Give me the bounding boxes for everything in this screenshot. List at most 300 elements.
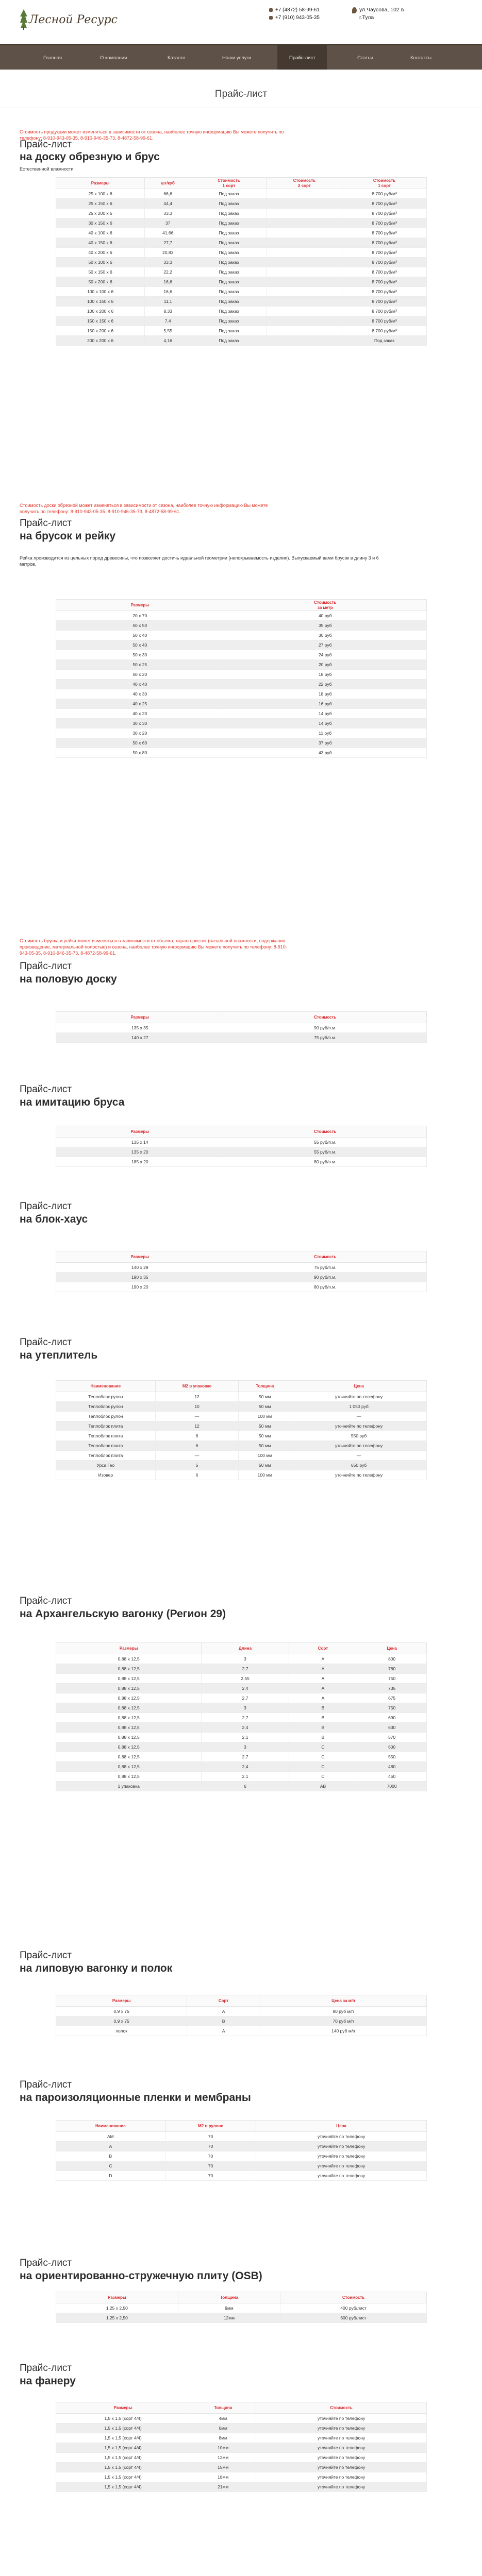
membranes-price-table <box>56 2120 427 2181</box>
table-cell: A <box>289 1664 357 1674</box>
table-cell: 8 700 руб/м³ <box>342 297 427 307</box>
table-cell: 550 руб <box>291 1431 427 1441</box>
table-cell: 70 руб м/п <box>260 2016 426 2026</box>
table-cell: 6 <box>202 1782 289 1791</box>
column-header: Размеры <box>56 1126 224 1138</box>
table-cell: 50 х 50 <box>56 621 224 631</box>
table-cell: A <box>289 1693 357 1703</box>
column-header: Стоимость <box>224 1126 426 1138</box>
linden-price-table <box>56 1995 427 2036</box>
table-cell: 8 700 руб/м³ <box>342 189 427 199</box>
arkhangelsk-price-table <box>56 1642 427 1791</box>
table-row <box>56 2142 427 2151</box>
table-cell: 25 х 200 х 6 <box>56 209 145 218</box>
column-header: Размеры <box>56 1995 187 2007</box>
insulation-title-big: на утеплитель <box>20 1349 98 1361</box>
table-cell: B <box>289 1723 357 1733</box>
nav-item-catalog[interactable]: Каталог <box>168 55 186 61</box>
table-cell: Под заказ <box>191 307 267 316</box>
table-cell: 8,33 <box>145 307 191 316</box>
plywood-price-table <box>56 2402 427 2492</box>
table-cell <box>267 228 342 238</box>
table-cell: 1,5 х 1,5 (сорт 4/4) <box>56 2424 190 2433</box>
table-header-row <box>56 2292 427 2303</box>
table-cell: 30 х 30 <box>56 719 224 728</box>
table-cell: 40 х 100 х 6 <box>56 228 145 238</box>
table-header-row <box>56 1643 427 1654</box>
table-cell: 8 700 руб/м³ <box>342 209 427 218</box>
column-header: шт/куб <box>145 178 191 189</box>
insulation-title-small: Прайс-лист <box>20 1337 72 1348</box>
address-line-2: г.Тула <box>359 14 374 21</box>
table-cell: 1,5 х 1,5 (сорт 4/4) <box>56 2433 190 2443</box>
phones <box>269 6 320 22</box>
table-cell: 50 х 20 <box>56 670 224 680</box>
table-cell: 750 <box>357 1674 427 1684</box>
table-cell: 50 мм <box>239 1431 291 1441</box>
table-row <box>56 1033 427 1043</box>
table-cell: 35 руб <box>224 621 426 631</box>
table-cell: 1,5 х 1,5 (сорт 4/4) <box>56 2482 190 2492</box>
table-cell: Под заказ <box>191 248 267 258</box>
table-cell: Под заказ <box>191 316 267 326</box>
table-cell: 80 руб м/п <box>260 2007 426 2016</box>
table-cell: 4,16 <box>145 336 191 346</box>
table-cell: 570 <box>357 1733 427 1742</box>
table-cell: Теплоблок рулон <box>56 1392 156 1402</box>
table-cell <box>267 209 342 218</box>
table-cell: 1,25 х 2,50 <box>56 2313 178 2323</box>
table-cell: 18мм <box>190 2472 256 2482</box>
table-cell: 6 <box>155 1441 239 1451</box>
table-cell: уточняйте по телефону <box>291 1392 427 1402</box>
blockhouse-price-table <box>56 1251 427 1292</box>
table-cell: 75 руб/п.м. <box>224 1033 426 1043</box>
insulation-price-table <box>56 1380 427 1480</box>
table-row <box>56 1441 427 1451</box>
table-cell: 37 руб <box>224 738 426 748</box>
table-cell: 40 х 20 <box>56 709 224 719</box>
column-header: Стоимость <box>256 2402 427 2414</box>
table-cell: C <box>56 2161 165 2171</box>
table-cell: 6 <box>155 1470 239 1480</box>
table-cell: Под заказ <box>191 238 267 248</box>
table-cell: 690 <box>357 1713 427 1723</box>
table-row <box>56 1431 427 1441</box>
table-cell: уточняйте по телефону <box>256 2161 427 2171</box>
half-board-note: Стоимость бруска и рейки может изменяться в зависимости от объема, характеристик (начальной влажности, содержания произведение, материальной полостью) и сезона, наиболее точную информацию Вы можете получить по телефону: 8-910-943-05-35, 8-910-946-35-73, 8-4872-58-99-61. <box>20 938 287 956</box>
table-cell: A <box>187 2026 260 2036</box>
half-board-title-small: Прайс-лист <box>20 961 72 972</box>
nav-item-contacts[interactable]: Контакты <box>410 55 432 61</box>
table-row <box>56 621 427 631</box>
table-cell <box>267 277 342 287</box>
osb-title-small: Прайс-лист <box>20 2258 72 2268</box>
table-cell: 21мм <box>190 2482 256 2492</box>
table-cell: 190 х 20 <box>56 1282 224 1292</box>
table-row <box>56 248 427 258</box>
column-header: Наименование <box>56 2121 165 2132</box>
table-cell <box>267 238 342 248</box>
table-cell: — <box>155 1451 239 1461</box>
table-cell: уточняйте по телефону <box>256 2433 427 2443</box>
table-cell <box>267 248 342 258</box>
table-cell: 44,4 <box>145 199 191 209</box>
table-cell: 1,5 х 1,5 (сорт 4/4) <box>56 2414 190 2424</box>
table-cell <box>267 189 342 199</box>
table-row <box>56 1742 427 1752</box>
logo-text: Лесной Ресурс <box>29 13 118 26</box>
table-row <box>56 699 427 709</box>
table-cell: 50 х 30 <box>56 650 224 660</box>
board-title-big: на доску обрезную и брус <box>20 151 160 163</box>
table-cell: 0,88 х 12,5 <box>56 1742 202 1752</box>
table-cell: 80 руб/п.м. <box>224 1282 426 1292</box>
table-cell: 150 х 200 х 6 <box>56 326 145 336</box>
table-cell: 8 700 руб/м³ <box>342 267 427 277</box>
column-header: Стоимость <box>224 1251 426 1263</box>
table-cell: 25 х 150 х 6 <box>56 199 145 209</box>
column-header: Размеры <box>56 600 224 611</box>
table-cell: 1,5 х 1,5 (сорт 4/4) <box>56 2472 190 2482</box>
table-cell: 0,9 х 75 <box>56 2007 187 2016</box>
table-cell: 33,3 <box>145 258 191 267</box>
table-row <box>56 1664 427 1674</box>
table-cell: 50 х 40 <box>56 631 224 640</box>
column-header: Стоимость 1 сорт <box>342 178 427 189</box>
table-row <box>56 2472 427 2482</box>
column-header: Сорт <box>289 1643 357 1654</box>
table-cell: уточняйте по телефону <box>291 1441 427 1451</box>
table-cell: B <box>289 1703 357 1713</box>
table-row <box>56 1402 427 1412</box>
column-header: Сорт <box>187 1995 260 2007</box>
nav-item-articles[interactable]: Статьи <box>357 55 373 61</box>
table-cell: B <box>289 1713 357 1723</box>
table-cell: 50 х 25 <box>56 660 224 670</box>
table-cell: 8 700 руб/м³ <box>342 277 427 287</box>
table-header-row <box>56 2121 427 2132</box>
arkhangelsk-title-big: на Архангельскую вагонку (Регион 29) <box>20 1608 226 1620</box>
table-header-row <box>56 1381 427 1392</box>
table-row <box>56 728 427 738</box>
table-row <box>56 2482 427 2492</box>
column-header: Цена <box>291 1381 427 1392</box>
column-header: Размеры <box>56 178 145 189</box>
table-cell: 18 руб <box>224 689 426 699</box>
table-cell: Теплоблок рулон <box>56 1402 156 1412</box>
table-cell: уточняйте по телефону <box>256 2424 427 2433</box>
table-cell: 400 руб/лист <box>280 2303 427 2313</box>
linden-title-small: Прайс-лист <box>20 1950 72 1961</box>
table-cell: Под заказ <box>191 277 267 287</box>
phone-2[interactable]: +7 (910) 943-05-35 <box>269 14 320 22</box>
table-row <box>56 1157 427 1167</box>
table-cell: 12мм <box>190 2453 256 2463</box>
table-cell: 50 мм <box>239 1421 291 1431</box>
table-header-row <box>56 600 427 611</box>
table-cell: 8 700 руб/м³ <box>342 248 427 258</box>
table-cell: — <box>155 1412 239 1421</box>
table-row <box>56 1461 427 1470</box>
table-cell: 24 руб <box>224 650 426 660</box>
table-cell: 12 <box>155 1421 239 1431</box>
table-cell: Под заказ <box>191 218 267 228</box>
table-cell: 50 мм <box>239 1392 291 1402</box>
table-row <box>56 2433 427 2443</box>
nav-item-about[interactable]: О компании <box>100 55 127 61</box>
table-row <box>56 1674 427 1684</box>
table-cell: 70 <box>165 2132 256 2142</box>
table-cell: 15мм <box>190 2463 256 2472</box>
table-cell: 100 х 100 х 6 <box>56 287 145 297</box>
table-cell: 1 050 руб <box>291 1402 427 1412</box>
table-cell: уточняйте по телефону <box>256 2132 427 2142</box>
table-cell: AM <box>56 2132 165 2142</box>
table-row <box>56 1772 427 1782</box>
column-header: М2 в рулоне <box>165 2121 256 2132</box>
beam-title-big: на брусок и рейку <box>20 530 116 542</box>
table-cell: 55 руб/п.м. <box>224 1138 426 1147</box>
table-cell: 100 х 150 х 6 <box>56 297 145 307</box>
table-cell: Под заказ <box>342 336 427 346</box>
table-cell: Урса Гео <box>56 1461 156 1470</box>
table-row <box>56 1421 427 1431</box>
column-header: Размеры <box>56 2402 190 2414</box>
table-cell <box>267 287 342 297</box>
table-cell: 20,83 <box>145 248 191 258</box>
table-cell: 22 руб <box>224 680 426 689</box>
table-cell: 70 <box>165 2142 256 2151</box>
table-cell: 27 руб <box>224 640 426 650</box>
imitation-title-big: на имитацию бруса <box>20 1096 125 1108</box>
nav-item-price[interactable]: Прайс-лист <box>289 55 315 61</box>
table-cell: 8 700 руб/м³ <box>342 258 427 267</box>
table-row <box>56 1392 427 1402</box>
nav-item-home[interactable]: Главная <box>43 55 62 61</box>
table-row <box>56 2016 427 2026</box>
table-cell: Теплоблок плита <box>56 1431 156 1441</box>
phone-1[interactable]: +7 (4872) 58-99-61 <box>269 6 320 14</box>
column-header: Стоимость 2 сорт <box>267 178 342 189</box>
table-cell: 1,25 х 2,50 <box>56 2303 178 2313</box>
table-cell: 16,6 <box>145 277 191 287</box>
column-header: Размеры <box>56 1251 224 1263</box>
table-cell: 8мм <box>190 2433 256 2443</box>
table-cell <box>267 326 342 336</box>
table-cell: 50 мм <box>239 1402 291 1412</box>
table-cell: 40 руб <box>224 611 426 621</box>
table-cell: 140 руб м/п <box>260 2026 426 2036</box>
table-cell: 140 х 27 <box>56 1033 224 1043</box>
table-cell: 750 <box>357 1703 427 1713</box>
table-cell <box>267 258 342 267</box>
table-cell: 5,55 <box>145 326 191 336</box>
table-cell: 16,6 <box>145 287 191 297</box>
imitation-title-small: Прайс-лист <box>20 1084 72 1095</box>
table-cell: 2,7 <box>202 1752 289 1762</box>
table-row <box>56 209 427 218</box>
nav-item-services[interactable]: Наши услуги <box>222 55 252 61</box>
table-cell: уточняйте по телефону <box>291 1421 427 1431</box>
table-cell: 0,88 х 12,5 <box>56 1674 202 1684</box>
table-cell: 3 <box>202 1742 289 1752</box>
table-cell: 66,6 <box>145 189 191 199</box>
table-cell: 30 х 150 х 6 <box>56 218 145 228</box>
table-cell: 735 <box>357 1684 427 1693</box>
table-row <box>56 2007 427 2016</box>
table-cell: B <box>187 2016 260 2026</box>
table-cell: 50 х 100 х 6 <box>56 258 145 267</box>
table-cell: 5 <box>155 1461 239 1470</box>
address <box>352 6 404 22</box>
board-note: Стоимость продукции может изменяться в зависимости от сезона, наиболее точную информацию Вы можете получить по телефону: 8-910-943-05-35, 8-910-946-35-73, 8-4872-58-99-61. <box>20 129 284 141</box>
table-cell: 100 мм <box>239 1470 291 1480</box>
table-cell: 50 мм <box>239 1441 291 1451</box>
table-row <box>56 2151 427 2161</box>
table-row <box>56 267 427 277</box>
table-cell: уточняйте по телефону <box>256 2142 427 2151</box>
table-cell: B <box>56 2151 165 2161</box>
table-cell: 40 х 200 х 6 <box>56 248 145 258</box>
column-header: Стоимость <box>224 1012 426 1023</box>
logo[interactable] <box>20 9 118 31</box>
table-cell: 8 700 руб/м³ <box>342 228 427 238</box>
table-cell: 50 х 40 <box>56 640 224 650</box>
table-row <box>56 2303 427 2313</box>
table-cell: 150 х 150 х 6 <box>56 316 145 326</box>
osb-price-table <box>56 2292 427 2323</box>
table-row <box>56 689 427 699</box>
table-row <box>56 1282 427 1292</box>
table-cell: 55 руб/п.м. <box>224 1147 426 1157</box>
table-cell: 16 руб <box>224 699 426 709</box>
table-row <box>56 660 427 670</box>
table-cell: 185 х 20 <box>56 1157 224 1167</box>
beam-price-table <box>56 599 427 758</box>
table-cell: 20 руб <box>224 660 426 670</box>
arkhangelsk-title-small: Прайс-лист <box>20 1596 72 1606</box>
table-cell: A <box>187 2007 260 2016</box>
table-row <box>56 2171 427 2181</box>
table-cell: 22,2 <box>145 267 191 277</box>
table-row <box>56 2313 427 2323</box>
column-header: Размеры <box>56 1643 202 1654</box>
table-cell: уточняйте по телефону <box>256 2482 427 2492</box>
table-row <box>56 1470 427 1480</box>
table-cell: уточняйте по телефону <box>256 2443 427 2453</box>
table-cell: — <box>291 1412 427 1421</box>
half-board-title-big: на половую доску <box>20 973 117 985</box>
table-cell: 14 руб <box>224 719 426 728</box>
table-cell: 7000 <box>357 1782 427 1791</box>
table-cell: Изовер <box>56 1470 156 1480</box>
table-row <box>56 277 427 287</box>
table-cell: C <box>289 1752 357 1762</box>
table-cell: 100 мм <box>239 1412 291 1421</box>
table-cell: Теплоблок плита <box>56 1451 156 1461</box>
table-cell <box>267 218 342 228</box>
table-cell: 0,88 х 12,5 <box>56 1664 202 1674</box>
table-row <box>56 2463 427 2472</box>
table-row <box>56 2424 427 2433</box>
column-header: Толщина <box>239 1381 291 1392</box>
table-header-row <box>56 1995 427 2007</box>
table-cell: Под заказ <box>191 189 267 199</box>
table-cell: 11,1 <box>145 297 191 307</box>
table-cell: 135 х 14 <box>56 1138 224 1147</box>
table-row <box>56 1762 427 1772</box>
table-cell: 12мм <box>178 2313 280 2323</box>
table-cell: 190 х 35 <box>56 1273 224 1282</box>
table-cell: C <box>289 1762 357 1772</box>
table-cell: 12 <box>155 1392 239 1402</box>
table-row <box>56 326 427 336</box>
table-row <box>56 1147 427 1157</box>
table-cell: 0,88 х 12,5 <box>56 1772 202 1782</box>
table-cell <box>267 297 342 307</box>
table-row <box>56 1138 427 1147</box>
table-row <box>56 228 427 238</box>
board-price-table <box>56 177 427 346</box>
table-cell: уточняйте по телефону <box>256 2453 427 2463</box>
table-row <box>56 316 427 326</box>
table-cell: 33,3 <box>145 209 191 218</box>
column-header: Цена за м/п <box>260 1995 426 2007</box>
beam-note: Стоимость доски обрезной может изменяться в зависимости от сезона, наиболее точную информацию Вы можете получить по телефону: 8-910-943-05-35, 8-910-946-35-73, 8-4872-58-99-61. <box>20 503 268 514</box>
table-cell: 6мм <box>190 2424 256 2433</box>
table-cell: 0,88 х 12,5 <box>56 1684 202 1693</box>
table-cell: 800 <box>357 1654 427 1664</box>
header <box>0 0 482 44</box>
table-cell: 41,66 <box>145 228 191 238</box>
column-header: Размеры <box>56 2292 178 2303</box>
column-header: Стоимость 1 сорт <box>191 178 267 189</box>
column-header: Толщина <box>178 2292 280 2303</box>
table-cell: уточняйте по телефону <box>256 2151 427 2161</box>
table-cell: 70 <box>165 2151 256 2161</box>
table-row <box>56 670 427 680</box>
table-cell: 0,88 х 12,5 <box>56 1654 202 1664</box>
table-cell: 0,88 х 12,5 <box>56 1762 202 1772</box>
table-cell: 20 х 70 <box>56 611 224 621</box>
table-cell: 90 руб/п.м. <box>224 1273 426 1282</box>
table-row <box>56 1703 427 1713</box>
table-cell: Под заказ <box>191 267 267 277</box>
table-cell: 8 700 руб/м³ <box>342 218 427 228</box>
table-cell: 80 руб/п.м. <box>224 1157 426 1167</box>
table-cell: полок <box>56 2026 187 2036</box>
table-header-row <box>56 1251 427 1263</box>
table-cell: 3 <box>202 1654 289 1664</box>
table-cell: 140 х 29 <box>56 1263 224 1273</box>
main-nav <box>0 44 482 70</box>
table-cell: 135 х 35 <box>56 1023 224 1033</box>
table-cell: Под заказ <box>191 228 267 238</box>
table-row <box>56 1263 427 1273</box>
table-cell: 550 <box>357 1752 427 1762</box>
table-cell: 600 <box>357 1742 427 1752</box>
board-title-small: Прайс-лист <box>20 139 72 150</box>
table-cell: 0,88 х 12,5 <box>56 1703 202 1713</box>
table-cell: 1,5 х 1,5 (сорт 4/4) <box>56 2453 190 2463</box>
table-cell: Под заказ <box>191 297 267 307</box>
table-cell: 2,7 <box>202 1713 289 1723</box>
table-cell: 18 руб <box>224 670 426 680</box>
table-cell: 9мм <box>178 2303 280 2313</box>
table-cell: 100 х 200 х 6 <box>56 307 145 316</box>
table-cell: A <box>289 1684 357 1693</box>
